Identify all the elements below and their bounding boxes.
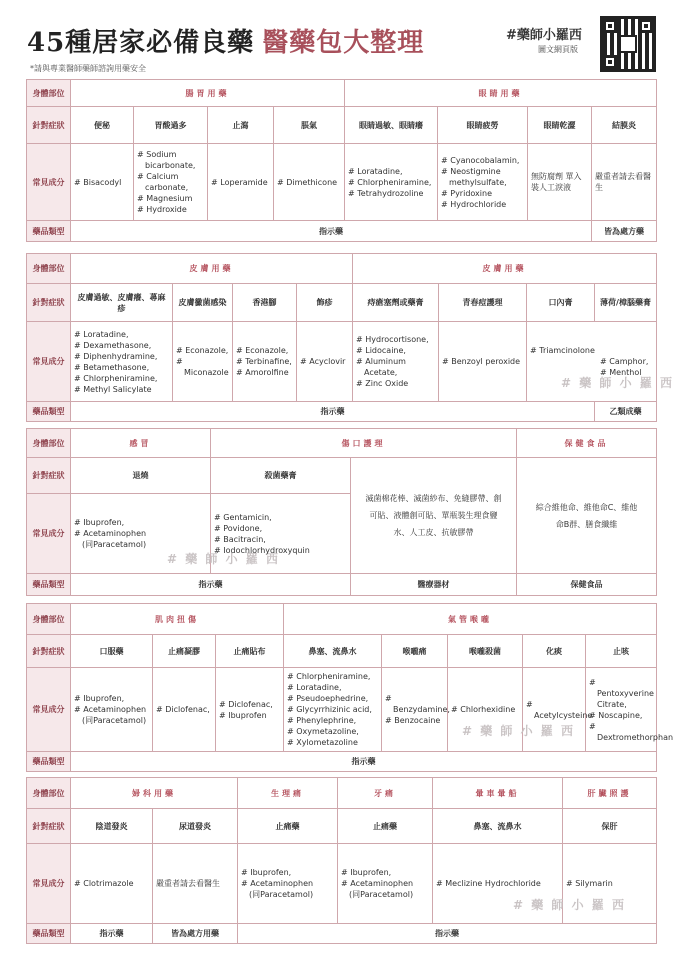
symptom: 止痛凝膠 [153,635,216,668]
drug-type: 指示藥 [71,924,153,944]
label-body: 身體部位 [27,604,71,635]
symptom: 止咳 [586,635,657,668]
symptom: 化痰 [523,635,586,668]
label-symptom: 針對症狀 [27,284,71,322]
page-title [27,22,424,59]
ingredient: # Acyclovir [300,357,346,366]
ingredient-cell [523,668,593,752]
label-ingredient: 常見成分 [27,144,71,221]
ingredient: # Dexamethasone, [74,340,152,350]
symptom: 香港腳 [233,284,297,322]
ingredient: # Chlorpheniramine, [348,177,432,187]
ingredient-cell [211,494,351,574]
label-ingredient: 常見成分 [27,494,71,574]
symptom: 退燒 [71,458,211,494]
symptom: 保肝 [563,809,657,844]
symptom: 眼睛乾澀 [528,107,592,144]
drug-type: 指示藥 [71,752,657,772]
label-type: 藥品類型 [27,402,71,422]
symptom: 痔瘡塞劑或藥膏 [353,284,439,322]
symptom: 皮膚黴菌感染 [173,284,233,322]
ingredient: # Loratadine, [287,683,342,692]
group-title: 肌肉扭傷 [71,604,284,635]
ingredient-cell [208,144,274,221]
symptom: 胃酸過多 [134,107,208,144]
ingredient: # Cyanocobalamin, [441,155,520,165]
ingredient: # Ibuprofen, [74,518,125,527]
ingredient: # Chlorhexidine [451,705,516,714]
ingredient-cell [216,668,284,752]
ingredient: (同Paracetamol) [249,890,314,899]
group-title: 眼睛用藥 [345,80,657,107]
ingredient: # Pentoxyverine Citrate, [589,677,654,709]
drug-type: 指示藥 [71,402,595,422]
ingredient: (同Paracetamol) [349,890,414,899]
label-symptom: 針對症狀 [27,458,71,494]
group-title: 傷口護理 [211,429,517,458]
qr-code-icon[interactable] [600,16,656,72]
group-title: 暈車暈船 [433,778,563,809]
ingredient: # Tetrahydrozoline [348,188,424,198]
ingredient: # Chlorpheniramine, [74,373,158,383]
symptom: 滅菌棉花棒、滅菌紗布、免縫膠帶、創可貼、液體創可貼、單瓶裝生理食鹽水、人工皮、抗敏膠帶 [351,458,517,574]
ingredient: # Silymarin [566,879,613,888]
safety-note: *請與專業醫師藥師諮詢用藥安全 [30,64,146,73]
drug-type: 保健食品 [517,574,657,596]
ingredient: # Ibuprofen, [74,694,125,703]
brand-name: #藥師小羅西 [506,28,582,43]
symptom: 尿道發炎 [153,809,238,844]
symptom: 止痛藥 [238,809,338,844]
ingredient-cell [592,144,657,221]
drug-type: 指示藥 [238,924,657,944]
group-title: 保健食品 [517,429,657,458]
ingredient: # Neostigmine methylsulfate, [441,166,507,187]
ingredient: # Hydroxide [137,205,187,214]
symptom: 脹氣 [274,107,345,144]
watermark: # 藥 師 小 羅 西 [167,552,280,566]
ingredient: # Hydrochloride [441,199,507,209]
label-body: 身體部位 [27,429,71,458]
drug-type: 醫療器材 [351,574,517,596]
symptom: 喉嚨殺菌 [448,635,523,668]
ingredient-cell [438,144,528,221]
ingredient: # Loperamide [211,177,268,187]
symptom: 結膜炎 [592,107,657,144]
ingredient: # Dextromethorphan [589,721,674,742]
symptom: 綜合維他命、維他命C、維他命B群、膳食纖維 [517,458,657,574]
ingredient-cell [297,322,353,402]
symptom: 鼻塞、流鼻水 [433,809,563,844]
section-gyn-pain-liver [26,777,657,944]
ingredient: # Acetaminophen [74,705,147,714]
ingredient: # Hydrocortisone, [356,335,429,344]
group-title: 感冒 [71,429,211,458]
ingredient-cell [353,322,439,402]
group-title: 氣管喉嚨 [284,604,657,635]
ingredient: # Meclizine Hydrochloride [436,879,541,888]
label-ingredient: 常見成分 [27,322,71,402]
label-type: 藥品類型 [27,924,71,944]
section-muscle-throat [26,603,674,772]
ingredient: # Diphenhydramine, [74,351,158,361]
drug-type: 乙類成藥 [595,402,657,422]
ingredient: # Diclofenac, [219,699,273,709]
ingredient: # Benzoyl peroxide [442,357,521,366]
symptom: 止痛藥 [338,809,433,844]
ingredient: # Pyridoxine [441,188,492,198]
ingredient-cell [71,668,153,752]
title-main: 45種居家必備良藥 [27,28,255,58]
ingredient-cell [528,144,592,221]
symptom: 陰道發炎 [71,809,153,844]
ingredient: # Menthol [600,368,642,377]
ingredient: # Sodium bicarbonate, [137,150,196,170]
label-body: 身體部位 [27,80,71,107]
group-title: 生理痛 [238,778,338,809]
ingredient-cell [153,844,238,924]
ingredient: # Phenylephrine, [287,716,357,725]
symptom: 口內膏 [527,284,595,322]
ingredient: # Amorolfine [236,368,289,377]
label-body: 身體部位 [27,778,71,809]
section-digestive-eye [26,79,657,242]
label-type: 藥品類型 [27,221,71,242]
ingredient: # Acetylcysteine [526,699,593,720]
label-type: 藥品類型 [27,574,71,596]
drug-type: 皆為處方藥 [592,221,657,242]
section-skin [26,253,674,422]
ingredient-cell [71,322,173,402]
symptom: 鼻塞、流鼻水 [284,635,382,668]
label-symptom: 針對症狀 [27,635,71,668]
ingredient: # Glycyrrhizinic acid, [287,705,372,714]
ingredient: # Oxymetazoline, [287,727,359,736]
ingredient-cell [527,322,674,402]
ingredient: # Ibuprofen, [241,868,292,877]
ingredient: # Pseudoephedrine, [287,694,369,703]
ingredient: # Magnesium [137,194,193,203]
ingredient: # Econazole, [176,346,229,355]
ingredient: # Iodochlorhydroxyquin [214,545,310,555]
symptom: 飾疹 [297,284,353,322]
ingredient: # Betamethasone, [74,362,150,372]
label-symptom: 針對症狀 [27,107,71,144]
symptom: 殺菌藥膏 [211,458,351,494]
ingredient: # Econazole, [236,346,289,355]
title-sub: 醫藥包大整理 [262,28,425,58]
group-title: 牙痛 [338,778,433,809]
ingredient-cell [71,144,134,221]
ingredient: # Loratadine, [348,166,403,176]
ingredient: # Acetaminophen [341,879,414,888]
ingredient: # Bisacodyl [74,177,122,187]
ingredient: # Ibuprofen, [341,868,392,877]
ingredient: # Chlorpheniramine, [287,672,371,681]
ingredient-cell [173,322,233,402]
ingredient: # Acetaminophen [74,529,147,538]
symptom: 皮膚過敏、皮膚癢、蕁麻疹 [71,284,173,322]
section-cold-wound-health [26,428,657,596]
ingredient: # Noscapine, [589,710,643,720]
symptom: 眼睛疲勞 [438,107,528,144]
symptom: 薄荷/樟腦藥膏 [595,284,657,322]
symptom: 眼睛過敏、眼睛癢 [345,107,438,144]
symptom: 止痛貼布 [216,635,284,668]
ingredient-cell [238,844,338,924]
group-title: 婦科用藥 [71,778,238,809]
ingredient: # Triamcinolone [530,346,595,355]
ingredient-cell [563,844,657,924]
ingredient: 嚴重者請去看醫生 [156,879,220,888]
label-type: 藥品類型 [27,752,71,772]
ingredient: # Camphor, [600,357,649,366]
label-ingredient: 常見成分 [27,668,71,752]
ingredient: # Benzocaine [385,716,441,725]
group-title: 皮膚用藥 [71,254,353,284]
group-title: 腸胃用藥 [71,80,345,107]
drug-type: 指示藥 [71,221,592,242]
ingredient: # Xylometazoline [287,738,358,747]
ingredient: (同Paracetamol) [82,540,147,549]
symptom: 口服藥 [71,635,153,668]
ingredient: # Ibuprofen [219,710,267,720]
ingredient: # Clotrimazole [74,879,134,888]
ingredient: # Bacitracin, [214,534,266,544]
symptom: 青春痘護理 [439,284,527,322]
watermark: # 藥 師 小 羅 西 [561,376,674,390]
group-title: 皮膚用藥 [353,254,657,284]
ingredient: # Calcium carbonate, [137,172,189,192]
symptom: 便秘 [71,107,134,144]
ingredient: # Lidocaine, [356,346,406,355]
ingredient-cell [382,668,448,752]
ingredient-cell [153,668,216,752]
watermark: # 藥 師 小 羅 西 [513,898,626,912]
ingredient-cell [134,144,208,221]
ingredient-cell [586,668,674,752]
ingredient: # Aluminum Acetate, [356,357,406,377]
ingredient: 無防腐劑 單入裝人工淚液 [531,172,582,192]
ingredient: # Miconazole [176,357,229,377]
ingredient: # Loratadine, [74,329,129,339]
label-ingredient: 常見成分 [27,844,71,924]
ingredient-cell [338,844,433,924]
ingredient: # Diclofenac, [156,705,210,714]
drug-type: 指示藥 [71,574,351,596]
ingredient-cell [274,144,345,221]
label-symptom: 針對症狀 [27,809,71,844]
ingredient: # Dimethicone [277,177,338,187]
ingredient: (同Paracetamol) [82,716,147,725]
ingredient: # Benzydamine, [385,694,450,714]
ingredient: # Methyl Salicylate [74,384,152,394]
ingredient-cell [71,844,153,924]
drug-type: 皆為處方用藥 [153,924,238,944]
watermark: # 藥 師 小 羅 西 [462,724,575,738]
ingredient: # Acetaminophen [241,879,314,888]
ingredient-cell [345,144,438,221]
ingredient: # Zinc Oxide [356,379,409,388]
symptom: 止瀉 [208,107,274,144]
ingredient-cell [284,668,382,752]
label-body: 身體部位 [27,254,71,284]
group-title: 肝臟照護 [563,778,657,809]
ingredient-cell [439,322,527,402]
ingredient: # Povidone, [214,523,263,533]
ingredient: # Terbinafine, [236,357,292,366]
ingredient-cell [233,322,297,402]
symptom: 喉嚨痛 [382,635,448,668]
ingredient: 嚴重者請去看醫生 [595,172,651,192]
brand-version: 圖文網頁版 [538,45,578,54]
ingredient: # Gentamicin, [214,512,272,522]
